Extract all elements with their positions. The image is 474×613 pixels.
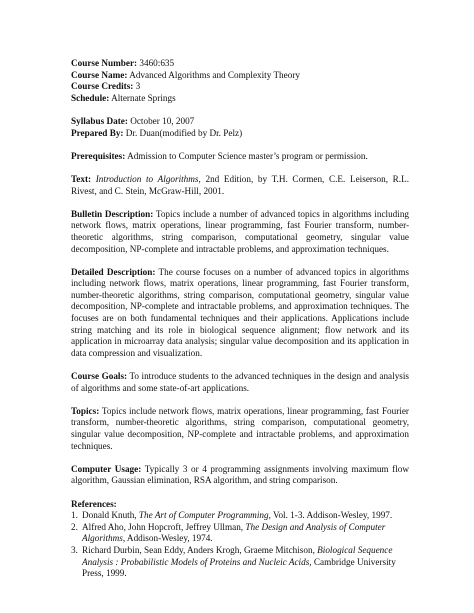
- course-number-line: [71, 58, 409, 70]
- reference-authors: Richard Durbin, Sean Eddy, Anders Krogh, Graeme Mitchison,: [82, 544, 318, 555]
- topics-section: [71, 406, 409, 452]
- course-number-label: Course Number:: [71, 58, 138, 68]
- course-name-value: Advanced Algorithms and Complexity Theory: [129, 69, 300, 80]
- bulletin-description-text: Topics include a number of advanced topics in algorithms including network flows, matrix operations, linear programming, fast Fourier transform, number-theoretic algorithms, string comparison, computational geometry, singular value decomposition, NP-complete and intractable problems, and approximation techniques.: [71, 208, 410, 254]
- reference-number: 1.: [71, 510, 78, 521]
- reference-title: The Art of Computer Programming: [138, 510, 269, 521]
- reference-publisher: , Addison-Wesley, 1974.: [122, 533, 213, 544]
- reference-title: The Design and Analysis of Computer Algorithms: [82, 521, 386, 544]
- course-credits-line: [71, 81, 409, 93]
- computer-usage-label: Computer Usage:: [71, 463, 142, 474]
- schedule-value: Alternate Springs: [111, 92, 176, 103]
- reference-authors: Alfred Aho, John Hopcroft, Jeffrey Ullman,: [82, 521, 246, 532]
- textbook-section: [71, 174, 409, 197]
- prerequisites-text: Admission to Computer Science master’s program or permission.: [127, 150, 368, 161]
- prepared-by-label: Prepared By:: [71, 127, 124, 138]
- prerequisites-section: [71, 151, 409, 163]
- course-name-label: Course Name:: [71, 69, 128, 80]
- syllabus-date-label: Syllabus Date:: [71, 115, 128, 126]
- detailed-description-label: Detailed Description:: [71, 266, 156, 277]
- topics-text: Topics include network flows, matrix operations, linear programming, fast Fourier transform, number-theoretic algorithms, string comparison, computational geometry, singular value decomposition, NP-complete and intractable problems, and approximation techniques.: [71, 405, 409, 451]
- textbook-label: Text:: [71, 173, 92, 184]
- reference-text: [82, 545, 409, 580]
- course-credits-label: Course Credits:: [71, 81, 134, 92]
- textbook-title: Introduction to Algorithms,: [95, 173, 201, 184]
- reference-text: [82, 522, 409, 545]
- syllabus-date-value: October 10, 2007: [130, 115, 195, 126]
- reference-authors: Donald Knuth,: [82, 510, 139, 521]
- reference-number: 2.: [71, 521, 78, 532]
- reference-title: Biological Sequence Analysis : Probabilistic Models of Proteins and Nucleic Acids: [82, 544, 393, 567]
- reference-item: [71, 522, 409, 545]
- syllabus-date-line: [71, 116, 409, 128]
- course-goals-text: To introduce students to the advanced techniques in the design and analysis of algorithms and some state-of-art applications.: [71, 371, 409, 393]
- reference-publisher: , Vol. 1-3. Addison-Wesley, 1997.: [268, 510, 393, 521]
- course-goals-section: [71, 371, 409, 394]
- reference-item: [71, 510, 409, 522]
- topics-label: Topics:: [71, 405, 100, 416]
- course-name-line: [71, 70, 409, 82]
- prepared-by-line: [71, 128, 409, 140]
- course-goals-label: Course Goals:: [71, 371, 128, 382]
- bulletin-description-label: Bulletin Description:: [71, 208, 154, 219]
- prerequisites-label: Prerequisites:: [71, 150, 126, 161]
- reference-item: [71, 545, 409, 580]
- bulletin-description-section: [71, 209, 409, 255]
- reference-number: 3.: [71, 544, 78, 555]
- computer-usage-section: [71, 464, 409, 487]
- course-credits-value: 3: [135, 81, 141, 92]
- reference-text: [82, 510, 409, 522]
- reference-publisher: , Cambridge University Press, 1999.: [82, 556, 396, 579]
- computer-usage-text: Typically 3 or 4 programming assignments involving maximum flow algorithm, Gaussian elimination, RSA algorithm, and string comparison.: [71, 463, 410, 486]
- prepared-by-value: Dr. Duan(modified by Dr. Pelz): [125, 127, 243, 138]
- detailed-description-section: [71, 267, 409, 360]
- textbook-details: 2nd Edition, by T.H. Cormen, C.E. Leiserson, R.L. Rivest, and C. Stein, McGraw-Hill, 2001.: [71, 173, 410, 196]
- detailed-description-text: The course focuses on a number of advanced topics in algorithms including network flows, matrix operations, linear programming, fast Fourier transform, number-theoretic algorithms, string comparison, computational geometry, singular value decomposition, NP-complete and intractable problems, and approximation techniques. The focuses are on both fundamental techniques and their applications. Applications include string matching and its role in biological sequence alignment; flow network and its application in microarray data analysis; singular value decomposition and its application in data compression and visualization.: [71, 266, 409, 358]
- schedule-line: [71, 93, 409, 105]
- references-heading: [71, 499, 409, 511]
- course-number-value: 3460:635: [139, 58, 175, 68]
- syllabus-document: [71, 58, 409, 580]
- references-label: References:: [71, 498, 117, 509]
- schedule-label: Schedule:: [71, 92, 110, 103]
